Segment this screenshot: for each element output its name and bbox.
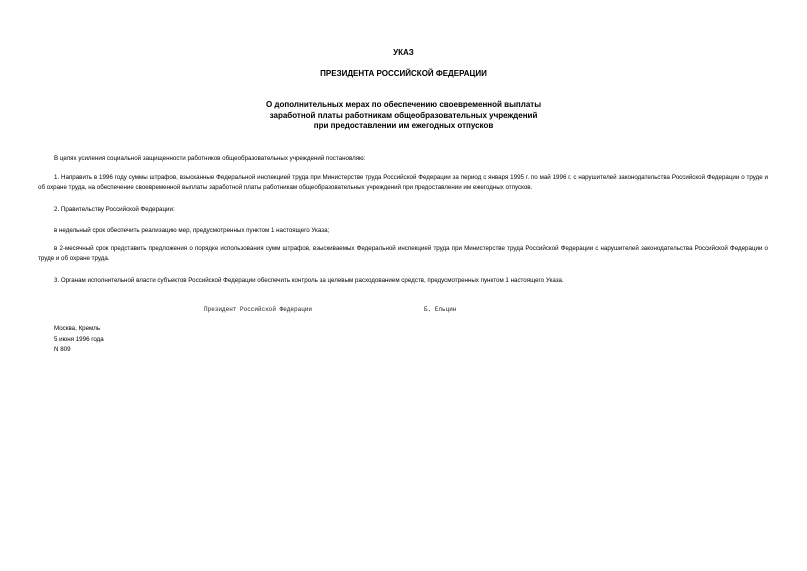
closing-block [54,324,104,356]
signing-place: Москва, Кремль [54,325,101,332]
clause-2-item-2: в 2-месячный срок представить предложения о порядке использования сумм штрафов, взыскиваемых Федеральной инспекцией труда при Министерстве труда Российской Федерации с нарушителей законодательства Российской Федерации о труде и об охране труда. [38,245,768,262]
preamble-paragraph: В целях усиления социальной защищенности работников общеобразовательных учреждений постановляю: [54,155,366,162]
subject-line: при предоставлении им ежегодных отпусков [313,121,494,130]
clause-3-paragraph: 3. Органам исполнительной власти субъектов Российской Федерации обеспечить контроль за целевым расходованием средств, предусмотренных пунктом 1 настоящего Указа. [54,277,564,284]
signatory-name: Б. Ельцин [424,306,457,313]
subject-line: заработной платы работникам общеобразовательных учреждений [269,110,538,120]
signing-date: 5 июня 1996 года [54,335,104,343]
subject-line: О дополнительных мерах по обеспечению своевременной выплаты [265,100,542,109]
clause-2-item-1: в недельный срок обеспечить реализацию мер, предусмотренных пунктом 1 настоящего Указа; [54,227,330,234]
document-subject [0,100,807,132]
clause-1-paragraph: 1. Направить в 1996 году суммы штрафов, взысканные Федеральной инспекцией труда при Министерстве труда Российской Федерации за период с января 1995 г. по май 1996 г. с нарушителей законодательства Российской Федерации о труде и об охране труда, на обеспечение своевременной выплаты заработной платы работникам общеобразовательных учреждений при предоставлении им ежегодных отпусков. [38,174,768,191]
clause-2-paragraph: 2. Правительству Российской Федерации: [54,206,175,213]
signatory-position: Президент Российской Федерации [204,306,313,313]
document-issuer: ПРЕЗИДЕНТА РОССИЙСКОЙ ФЕДЕРАЦИИ [320,69,487,78]
decree-number: N 809 [54,346,71,353]
document-title: УКАЗ [393,48,414,57]
